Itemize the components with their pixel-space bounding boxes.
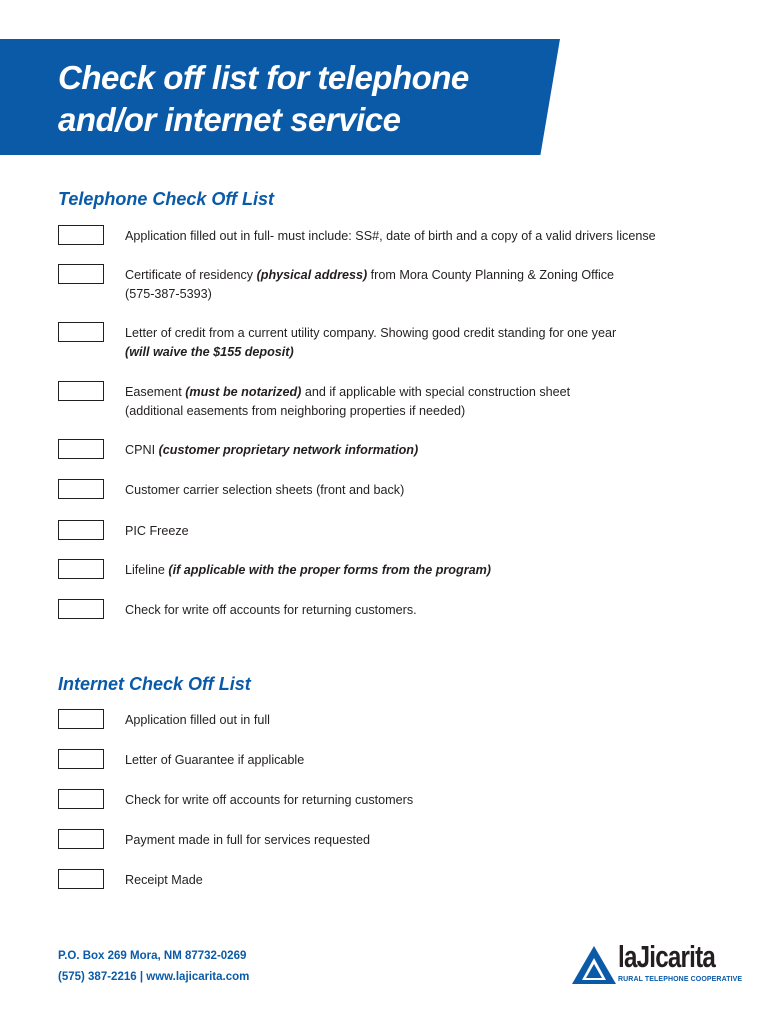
logo-wordmark: laJicarita [618,939,716,974]
logo-tagline: RURAL TELEPHONE COOPERATIVE [618,976,743,983]
item-text: Application filled out in full- must include: SS#, date of birth and a copy of a valid drivers license [125,229,656,243]
item-text: Check for write off accounts for returning customers [125,793,414,807]
footer-contact [58,946,249,988]
item-text: CPNI (customer proprietary network information) [125,443,419,457]
checkbox[interactable] [58,869,104,889]
internet-section-heading: Internet Check Off List [58,674,251,694]
checkbox[interactable] [58,709,104,729]
lajicarita-logo [570,939,743,988]
checkbox[interactable] [58,225,104,245]
telephone-section-heading: Telephone Check Off List [58,189,275,209]
item-text: Customer carrier selection sheets (front and back) [125,483,405,497]
item-text: Certificate of residency (physical address) from Mora County Planning & Zoning Office (575-387-5393) [125,268,615,301]
checkbox[interactable] [58,789,104,809]
page-title [58,57,538,141]
checkbox[interactable] [58,829,104,849]
footer-phone-website[interactable]: (575) 387-2216 | www.lajicarita.com [58,971,250,983]
page-title-line-2: and/or internet service [58,101,401,138]
item-text: Easement (must be notarized) and if applicable with special construction sheet (additional easements from neighboring properties if needed) [125,385,571,418]
item-text: Lifeline (if applicable with the proper forms from the program) [125,563,491,577]
checkbox[interactable] [58,749,104,769]
item-text: Letter of credit from a current utility company. Showing good credit standing for one year (will waive the $155 deposit) [125,326,617,359]
item-text: PIC Freeze [125,524,189,538]
mountain-logo-icon [570,942,618,988]
checkbox[interactable] [58,381,104,401]
checkbox[interactable] [58,599,104,619]
checkbox[interactable] [58,322,104,342]
item-text: Check for write off accounts for returning customers. [125,603,417,617]
checkbox[interactable] [58,520,104,540]
checkbox[interactable] [58,264,104,284]
checkbox[interactable] [58,479,104,499]
footer-address: P.O. Box 269 Mora, NM 87732-0269 [58,950,247,962]
item-text: Letter of Guarantee if applicable [125,753,305,767]
checkbox[interactable] [58,439,104,459]
item-text: Receipt Made [125,873,203,887]
item-text: Payment made in full for services requested [125,833,370,847]
checkbox[interactable] [58,559,104,579]
item-text: Application filled out in full [125,713,270,727]
page-title-line-1: Check off list for telephone [58,59,469,96]
